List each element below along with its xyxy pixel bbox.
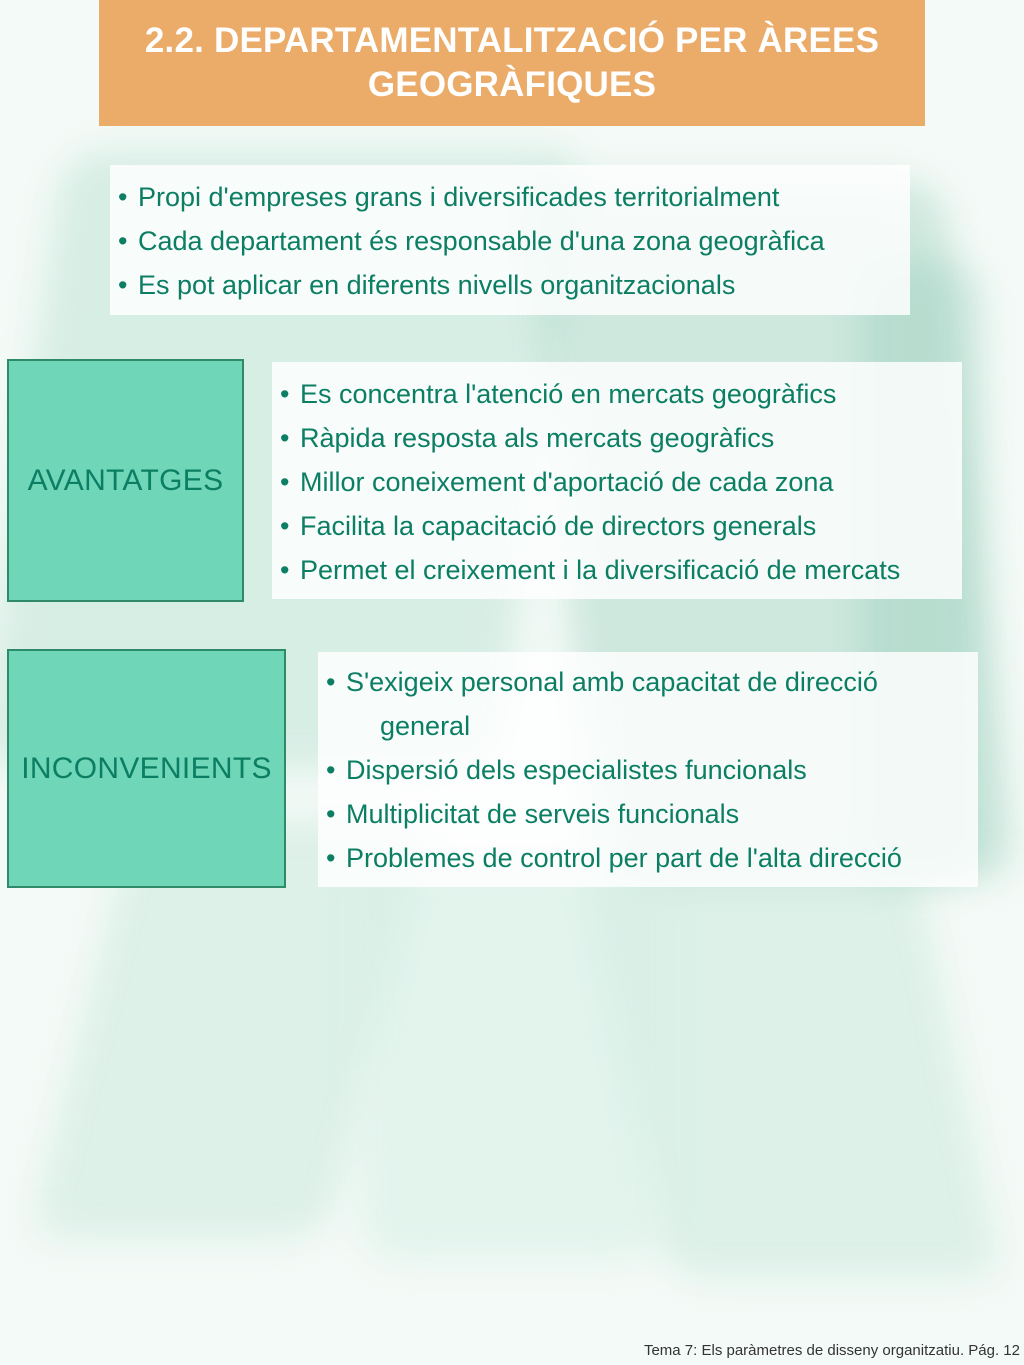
page-footer: Tema 7: Els paràmetres de disseny organitzatiu. Pág. 12 — [643, 1342, 1020, 1359]
slide-title — [99, 0, 925, 126]
advantages-panel — [272, 362, 962, 599]
list-item: • Cada departament és responsable d'una zona geogràfica — [118, 226, 825, 256]
list-item: • S'exigeix personal amb capacitat de direcció general — [326, 667, 878, 741]
intro-list — [110, 165, 910, 307]
list-item: • Propi d'empreses grans i diversificades territorialment — [118, 182, 780, 212]
list-item: • Es pot aplicar en diferents nivells organitzacionals — [118, 270, 736, 300]
list-item: • Dispersió dels especialistes funcionals — [326, 755, 807, 785]
list-item: • Permet el creixement i la diversificació de mercats — [280, 555, 901, 585]
title-line-1: 2.2. DEPARTAMENTALITZACIÓ PER ÀREES — [144, 21, 880, 60]
list-item: • Es concentra l'atenció en mercats geogràfics — [280, 379, 837, 409]
list-item: • Problemes de control per part de l'alta direcció — [326, 843, 902, 873]
disadvantages-panel — [318, 652, 978, 887]
intro-panel — [110, 165, 910, 315]
title-line-2: GEOGRÀFIQUES — [367, 65, 657, 104]
list-item: • Facilita la capacitació de directors generals — [280, 511, 817, 541]
advantages-label: AVANTATGES — [27, 463, 224, 497]
disadvantages-label-box — [7, 649, 286, 888]
disadvantages-list — [318, 652, 978, 880]
list-item: • Ràpida resposta als mercats geogràfics — [280, 423, 775, 453]
list-item: • Millor coneixement d'aportació de cada zona — [280, 467, 834, 497]
advantages-list — [272, 362, 962, 592]
list-item: • Multiplicitat de serveis funcionals — [326, 799, 740, 829]
disadvantages-label: INCONVENIENTS — [21, 751, 272, 785]
advantages-label-box — [7, 359, 244, 602]
